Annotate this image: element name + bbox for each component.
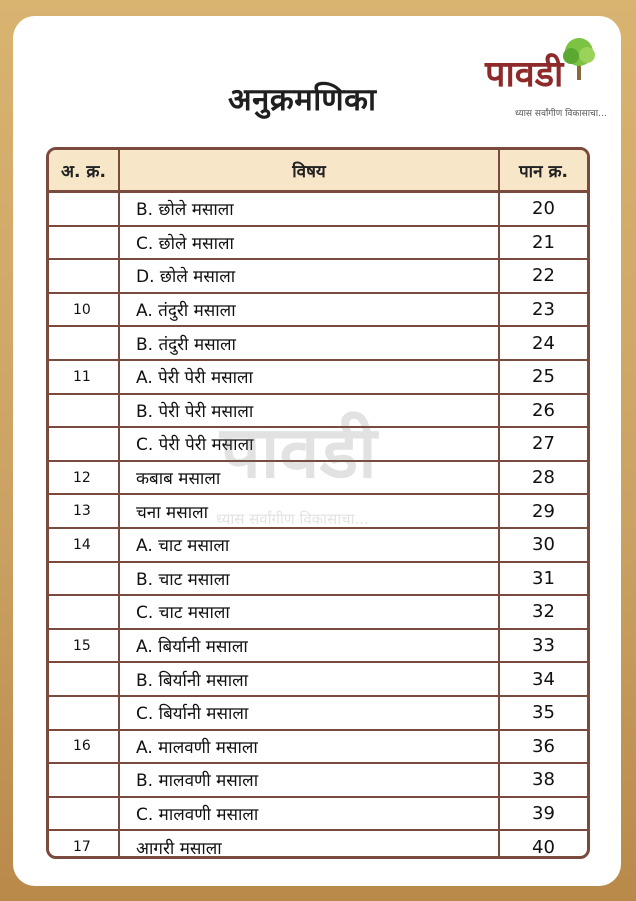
cell-subject: A. चाट मसाला	[119, 528, 499, 562]
cell-serial-no	[49, 797, 119, 831]
header-subject: विषय	[119, 150, 499, 192]
table-row	[49, 394, 587, 428]
logo-tagline: ध्यास सर्वांगीण विकासाचा...	[515, 109, 607, 119]
cell-subject: A. तंदुरी मसाला	[119, 293, 499, 327]
cell-subject: आगरी मसाला	[119, 830, 499, 859]
cell-subject: B. मालवणी मसाला	[119, 763, 499, 797]
cell-serial-no	[49, 562, 119, 596]
table-row	[49, 763, 587, 797]
cell-serial-no	[49, 595, 119, 629]
cell-serial-no	[49, 259, 119, 293]
cell-serial-no: 11	[49, 360, 119, 394]
cell-serial-no	[49, 394, 119, 428]
cell-serial-no: 15	[49, 629, 119, 663]
cell-subject: B. बिर्यानी मसाला	[119, 662, 499, 696]
cell-page-no: 26	[499, 394, 587, 428]
cell-serial-no: 13	[49, 494, 119, 528]
table-row	[49, 192, 587, 226]
cell-page-no: 35	[499, 696, 587, 730]
cell-subject: चना मसाला	[119, 494, 499, 528]
cell-subject: B. पेरी पेरी मसाला	[119, 394, 499, 428]
table-row	[49, 830, 587, 859]
cell-subject: B. तंदुरी मसाला	[119, 326, 499, 360]
cell-page-no: 25	[499, 360, 587, 394]
cell-page-no: 36	[499, 730, 587, 764]
cell-serial-no: 14	[49, 528, 119, 562]
table-row	[49, 326, 587, 360]
table-row	[49, 562, 587, 596]
table-row	[49, 662, 587, 696]
cell-subject: A. पेरी पेरी मसाला	[119, 360, 499, 394]
cell-subject: B. चाट मसाला	[119, 562, 499, 596]
table-row	[49, 528, 587, 562]
tree-icon	[559, 34, 599, 84]
cell-subject: C. मालवणी मसाला	[119, 797, 499, 831]
cell-serial-no	[49, 427, 119, 461]
cell-subject: A. बिर्यानी मसाला	[119, 629, 499, 663]
cell-page-no: 30	[499, 528, 587, 562]
cell-serial-no: 12	[49, 461, 119, 495]
table-row	[49, 360, 587, 394]
cell-serial-no	[49, 326, 119, 360]
cell-serial-no	[49, 696, 119, 730]
cell-page-no: 34	[499, 662, 587, 696]
table-row	[49, 427, 587, 461]
cell-page-no: 27	[499, 427, 587, 461]
table-row	[49, 293, 587, 327]
cell-page-no: 23	[499, 293, 587, 327]
cell-subject: D. छोले मसाला	[119, 259, 499, 293]
table-row	[49, 730, 587, 764]
cell-serial-no	[49, 662, 119, 696]
table-row	[49, 696, 587, 730]
cell-page-no: 24	[499, 326, 587, 360]
cell-page-no: 40	[532, 836, 555, 858]
table-row	[49, 629, 587, 663]
cell-page-no: 22	[499, 259, 587, 293]
brand-logo	[475, 30, 605, 125]
cell-subject: C. चाट मसाला	[119, 595, 499, 629]
cell-page-no: 29	[499, 494, 587, 528]
cell-serial-no	[49, 192, 119, 226]
page-title: अनुक्रमणिका	[228, 82, 377, 118]
cell-subject: C. छोले मसाला	[119, 226, 499, 260]
cell-serial-no: 10	[49, 293, 119, 327]
cell-serial-no	[49, 226, 119, 260]
cell-page-no: 28	[499, 461, 587, 495]
cell-serial-no	[49, 763, 119, 797]
cell-subject: कबाब मसाला	[119, 461, 499, 495]
cell-subject: C. बिर्यानी मसाला	[119, 696, 499, 730]
table-header-row	[49, 150, 587, 192]
header-page-no: पान क्र.	[499, 150, 587, 192]
table-row	[49, 226, 587, 260]
logo-wordmark: पावडी	[485, 53, 564, 95]
cell-page-no: 31	[499, 562, 587, 596]
table-row	[49, 494, 587, 528]
cell-page-no: 33	[499, 629, 587, 663]
cell-subject: A. मालवणी मसाला	[119, 730, 499, 764]
table-row	[49, 595, 587, 629]
cell-page-no: 32	[499, 595, 587, 629]
table-row	[49, 797, 587, 831]
cell-subject: B. छोले मसाला	[119, 192, 499, 226]
cell-page-no: 39	[499, 797, 587, 831]
cell-serial-no: 16	[49, 730, 119, 764]
index-table	[46, 147, 590, 859]
cell-subject: C. पेरी पेरी मसाला	[119, 427, 499, 461]
table-row	[49, 461, 587, 495]
cell-page-no: 21	[499, 226, 587, 260]
header-serial-no: अ. क्र.	[49, 150, 119, 192]
table-row	[49, 259, 587, 293]
cell-serial-no: 17	[49, 830, 119, 859]
cell-page-no: 20	[499, 192, 587, 226]
cell-page-no: 38	[499, 763, 587, 797]
